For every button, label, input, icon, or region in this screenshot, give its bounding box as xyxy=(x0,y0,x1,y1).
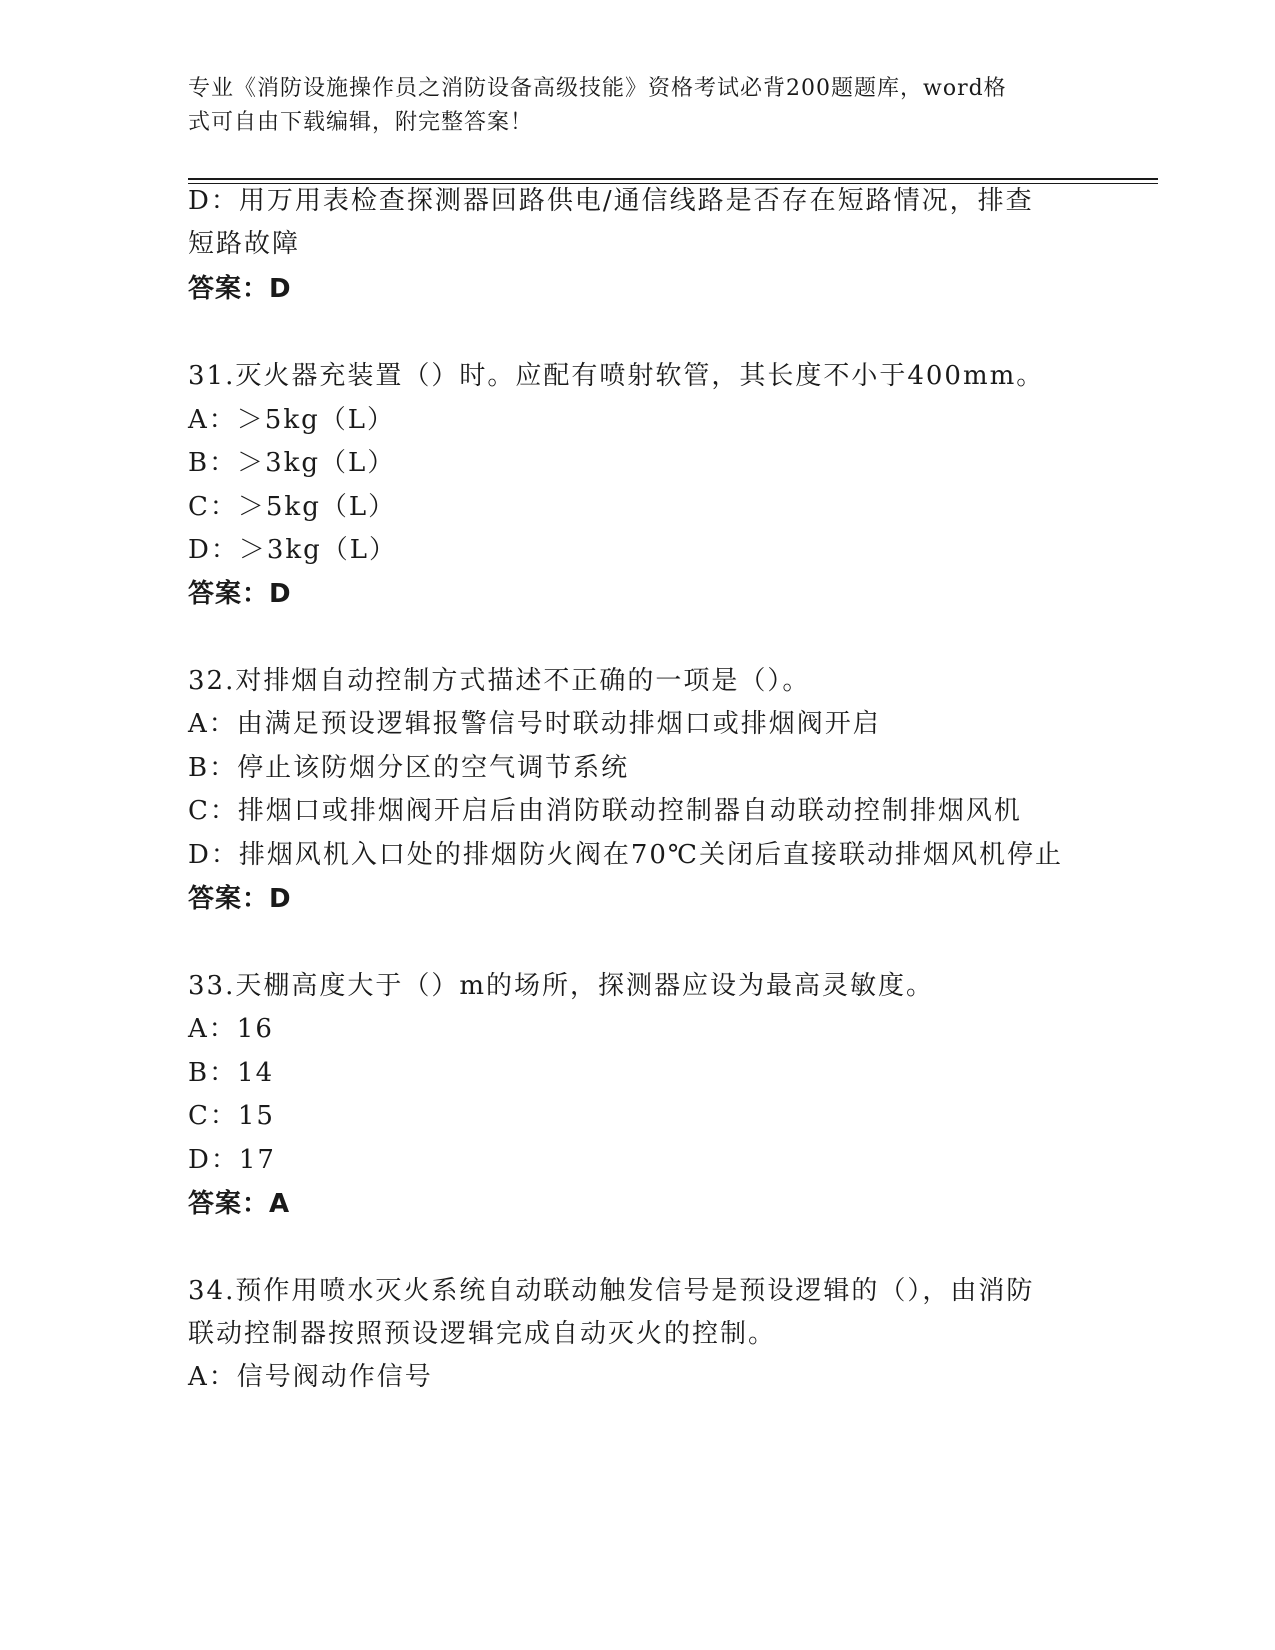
q34-option-a: A：信号阀动作信号 xyxy=(188,1362,433,1392)
q32-option-d: D：排烟风机入口处的排烟防火阀在70℃关闭后直接联动排烟风机停止 xyxy=(188,840,1064,870)
q32-option-b: B：停止该防烟分区的空气调节系统 xyxy=(188,753,630,783)
q33-option-d: D：17 xyxy=(188,1145,276,1175)
q33-option-a: A：16 xyxy=(188,1014,274,1044)
q31-option-b: B：＞3kg（L） xyxy=(188,448,396,478)
q30-answer: 答案：D xyxy=(188,274,292,304)
q34-stem-line-2: 联动控制器按照预设逻辑完成自动灭火的控制。 xyxy=(188,1319,777,1349)
q33-option-b: B：14 xyxy=(188,1058,275,1088)
q33-answer: 答案：A xyxy=(188,1189,291,1219)
q30-option-d-line-1: D：用万用表检查探测器回路供电/通信线路是否存在短路情况，排查 xyxy=(188,186,1034,216)
q31-option-d: D：＞3kg（L） xyxy=(188,535,398,565)
q31-option-a: A：＞5kg（L） xyxy=(188,405,395,435)
q31-answer: 答案：D xyxy=(188,579,292,609)
q31-stem: 31.灭火器充装置（）时。应配有喷射软管，其长度不小于400mm。 xyxy=(188,361,1045,391)
document-header xyxy=(188,72,1068,140)
header-line-2: 式可自由下载编辑，附完整答案！ xyxy=(188,110,534,135)
q32-stem: 32.对排烟自动控制方式描述不正确的一项是（）。 xyxy=(188,666,811,696)
q31-option-c: C：＞5kg（L） xyxy=(188,492,397,522)
header-line-1: 专业《消防设施操作员之消防设备高级技能》资格考试必背200题题库，word格 xyxy=(188,76,1007,101)
q34-stem-line-1: 34.预作用喷水灭火系统自动联动触发信号是预设逻辑的（），由消防 xyxy=(188,1276,1035,1306)
q33-stem: 33.天棚高度大于（）m的场所，探测器应设为最高灵敏度。 xyxy=(188,971,935,1001)
q32-option-c: C：排烟口或排烟阀开启后由消防联动控制器自动联动控制排烟风机 xyxy=(188,796,1022,826)
q32-answer: 答案：D xyxy=(188,884,292,914)
header-divider-thick xyxy=(188,178,1158,180)
q33-option-c: C：15 xyxy=(188,1101,275,1131)
q30-option-d-line-2: 短路故障 xyxy=(188,229,301,259)
q32-option-a: A：由满足预设逻辑报警信号时联动排烟口或排烟阀开启 xyxy=(188,709,881,739)
